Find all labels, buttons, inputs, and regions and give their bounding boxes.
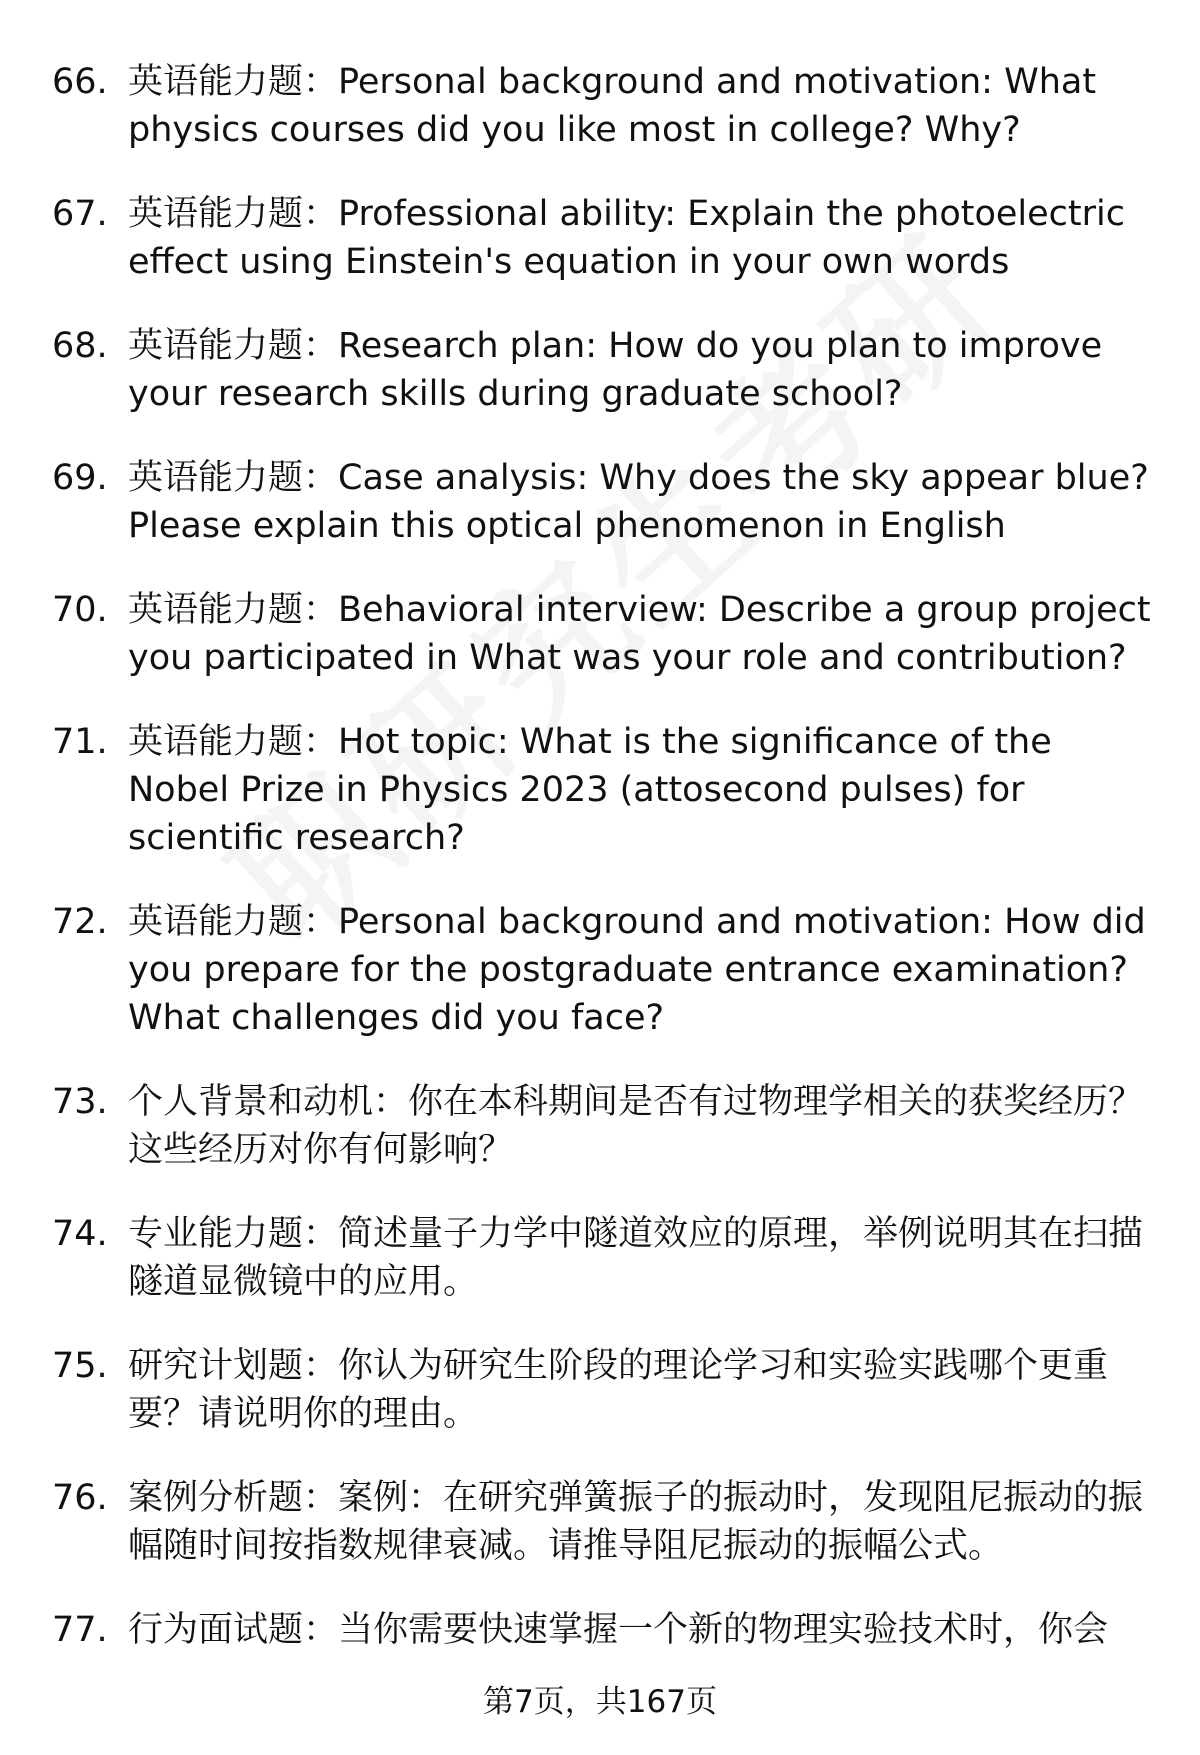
question-number: 74. (52, 1214, 108, 1254)
question-number: 77. (52, 1610, 108, 1650)
question-text: 专业能力题：简述量子力学中隧道效应的原理，举例说明其在扫描隧道显微镜中的应用。 (128, 1214, 1144, 1302)
question-item (0, 1606, 1200, 1654)
question-number: 72. (52, 902, 108, 942)
question-item (0, 190, 1200, 286)
question-number: 76. (52, 1478, 108, 1518)
question-item (0, 898, 1200, 1042)
question-number: 73. (52, 1082, 108, 1122)
question-item (0, 718, 1200, 862)
question-text: 研究计划题：你认为研究生阶段的理论学习和实验实践哪个更重要？请说明你的理由。 (128, 1346, 1109, 1434)
question-item (0, 1210, 1200, 1306)
question-item (0, 58, 1200, 154)
question-item (0, 1342, 1200, 1438)
question-text: 行为面试题：当你需要快速掌握一个新的物理实验技术时，你会 (128, 1610, 1109, 1650)
question-number: 75. (52, 1346, 108, 1386)
question-text: 英语能力题：Professional ability: Explain the photoelectric effect using Einstein's equation in your own words (128, 194, 1125, 282)
question-number: 69. (52, 458, 108, 498)
question-text: 案例分析题：案例：在研究弹簧振子的振动时，发现阻尼振动的振幅随时间按指数规律衰减。请推导阻尼振动的振幅公式。 (128, 1478, 1144, 1566)
page-footer: 第7页，共167页 (483, 1684, 717, 1720)
question-text: 个人背景和动机：你在本科期间是否有过物理学相关的获奖经历？这些经历对你有何影响？ (128, 1082, 1144, 1170)
question-item (0, 1474, 1200, 1570)
question-number: 70. (52, 590, 108, 630)
question-text: 英语能力题：Research plan: How do you plan to improve your research skills during graduate school? (128, 326, 1103, 414)
question-item (0, 586, 1200, 682)
question-item (0, 454, 1200, 550)
question-number: 71. (52, 722, 108, 762)
question-text: 英语能力题：Personal background and motivation: How did you prepare for the postgraduate entrance examination? What challenges did you face? (128, 902, 1146, 1038)
question-number: 66. (52, 62, 108, 102)
question-number: 67. (52, 194, 108, 234)
question-text: 英语能力题：Personal background and motivation: What physics courses did you like most in college? Why? (128, 62, 1097, 150)
question-number: 68. (52, 326, 108, 366)
question-text: 英语能力题：Behavioral interview: Describe a group project you participated in What was your role and contribution? (128, 590, 1151, 678)
question-item (0, 322, 1200, 418)
question-list (0, 58, 1200, 1690)
question-text: 英语能力题：Case analysis: Why does the sky appear blue? Please explain this optical phenomenon in English (128, 458, 1149, 546)
question-item (0, 1078, 1200, 1174)
question-text: 英语能力题：Hot topic: What is the significance of the Nobel Prize in Physics 2023 (attosecond pulses) for scientific research? (128, 722, 1052, 858)
